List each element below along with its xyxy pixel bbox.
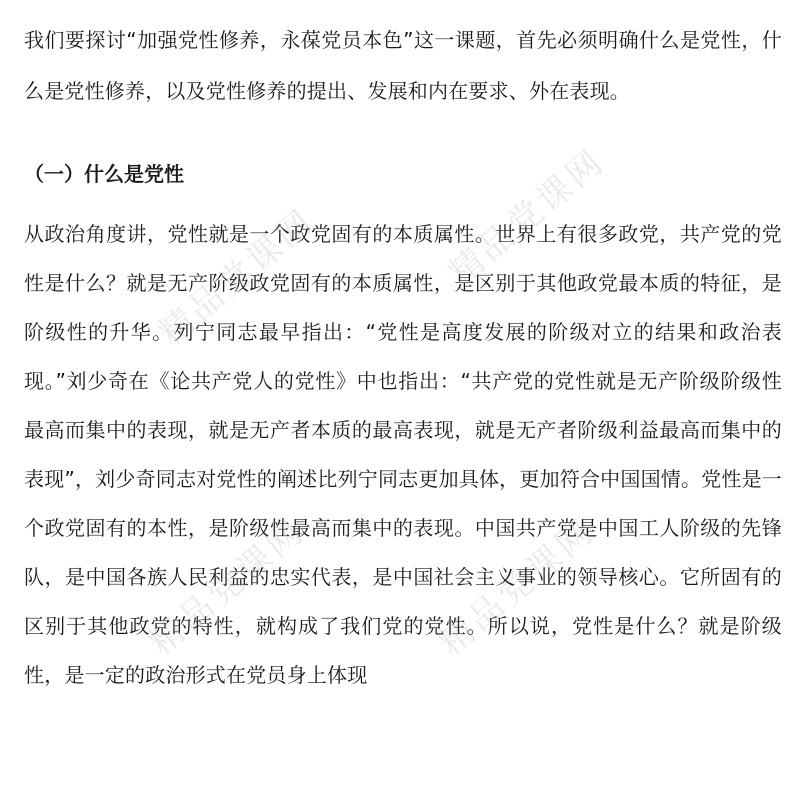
watermark: 精品党课网 [431, 510, 603, 664]
section-heading: （一）什么是党性 [24, 162, 184, 186]
body-paragraph: 从政治角度讲，党性就是一个政党固有的本质属性。世界上有很多政党，共产党的党性是什么？就是无产阶级政党固有的本质属性，是区别于其他政党最本质的特征，是阶级性的升华。列宁同志最早指出：“党性是高度发展的阶级对立的结果和政治表现。”刘少奇在《论共产党人的党性》中也指出：“共产党的党性就是无产阶级阶级性最高而集中的表现，就是无产者本质的最高表现，就是无产者阶级利益最高而集中的表现”，刘少奇同志对党性的阐述比列宁同志更加具体，更加符合中国国情。党性是一个政党固有的本性，是阶级性最高而集中的表现。中国共产党是中国工人阶级的先锋队，是中国各族人民利益的忠实代表，是中国社会主义事业的领导核心。它所固有的区别于其他政党的特性，就构成了我们党的党性。所以说，党性是什么？就是阶级性，是一定的政治形式在党员身上体现 [24, 222, 782, 687]
watermark: 精品党课网 [151, 200, 323, 354]
intro-paragraph: 我们要探讨“加强党性修养，永葆党员本色”这一课题，首先必须明确什么是党性，什么是党性修养，以及党性修养的提出、发展和内在要求、外在表现。 [24, 28, 782, 103]
watermark: 精品党课网 [441, 140, 613, 294]
watermark: 精品党课网 [141, 510, 313, 664]
